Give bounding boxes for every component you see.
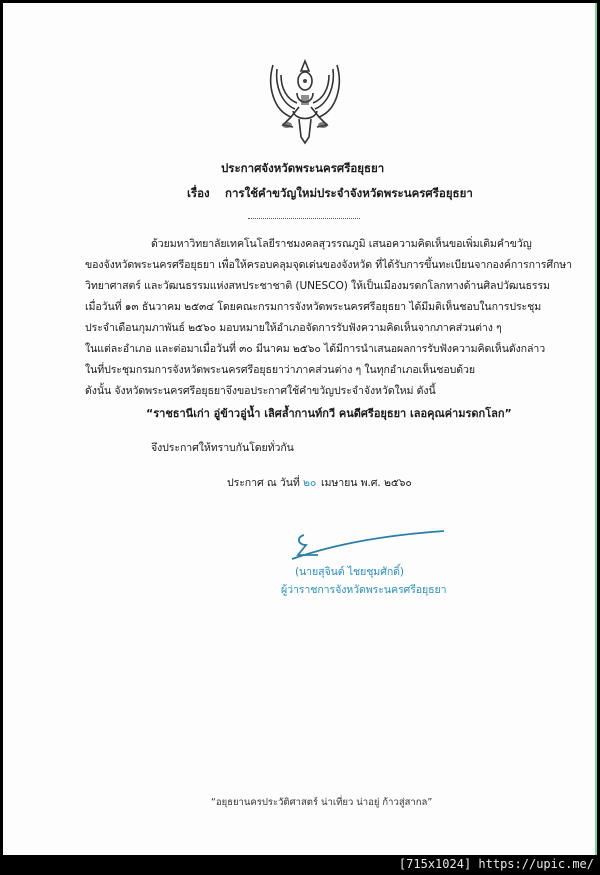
separator-line: [248, 218, 360, 219]
body-line: ด้วยมหาวิทยาลัยเทคโนโลยีราชมงคลสุวรรณภูมิ เสนอความคิดเห็นขอเพิ่มเติมคำขวัญ: [151, 238, 532, 250]
subject-text: การใช้คำขวัญใหม่ประจำจังหวัดพระนครศรีอยุธยา: [225, 186, 473, 200]
body-line: ในที่ประชุมกรมการจังหวัดพระนครศรีอยุธยาว่าภาคส่วนต่าง ๆ ในทุกอำเภอเห็นชอบด้วย: [85, 364, 475, 376]
body-line: ดังนั้น จังหวัดพระนครศรีอยุธยาจึงขอประกาศใช้คำขวัญประจำจังหวัดใหม่ ดังนี้: [85, 385, 436, 397]
body-line: วิทยาศาสตร์ และวัฒนธรรมแห่งสหประชาชาติ (UNESCO) ให้เป็นเมืองมรดกโลกทางด้านศิลปวัฒนธรรม: [85, 280, 550, 292]
signer-name: (นายสุจินต์ ไชยชุมศักดิ์): [295, 566, 404, 578]
body-line: ของจังหวัดพระนครศรีอยุธยา เพื่อให้ครอบคลุมจุดเด่นของจังหวัด ที่ได้รับการขึ้นทะเบียนจากองค์การการศึกษา: [85, 259, 573, 271]
body-line: ในแต่ละอำเภอ และต่อมาเมื่อวันที่ ๓๐ มีนาคม ๒๕๖๐ ได้มีการนำเสนอผลการรับฟังความคิดเห็นดังกล่าว: [85, 343, 546, 355]
body-line: เมื่อวันที่ ๑๓ ธันวาคม ๒๕๓๔ โดยคณะกรมการจังหวัดพระนครศรีอยุธยา ได้มีมติเห็นชอบในการประชุม: [85, 301, 542, 313]
body-line: ประจำเดือนกุมภาพันธ์ ๒๕๖๐ มอบหมายให้อำเภอจัดการรับฟังความคิดเห็นจากภาคส่วนต่าง ๆ: [85, 322, 502, 334]
province-slogan: “ราชธานีเก่า อู่ข้าวอู่น้ำ เลิศล้ำกานท์กวี คนดีศรีอยุธยา เลอคุณค่ามรดกโลก”: [146, 407, 512, 420]
date-day: ๒๐: [303, 477, 317, 489]
date-suffix: เมษายน พ.ศ. ๒๕๖๐: [321, 477, 412, 489]
closing-statement: จึงประกาศให้ทราบกันโดยทั่วกัน: [151, 442, 294, 454]
subject-label: เรื่อง: [187, 186, 210, 200]
signature-icon: [288, 525, 448, 565]
document-page: [3, 3, 597, 855]
signer-title: ผู้ว่าราชการจังหวัดพระนครศรีอยุธยา: [281, 584, 447, 596]
footer-slogan: “อยุธยานครประวัติศาสตร์ น่าเที่ยว น่าอยู่ ก้าวสู่สากล”: [211, 797, 433, 808]
watermark-text: [715x1024] https://upic.me/: [398, 857, 594, 871]
garuda-emblem-icon: [265, 55, 345, 147]
document-heading: ประกาศจังหวัดพระนครศรีอยุธยา: [221, 161, 385, 175]
date-prefix: ประกาศ ณ วันที่: [227, 477, 300, 489]
